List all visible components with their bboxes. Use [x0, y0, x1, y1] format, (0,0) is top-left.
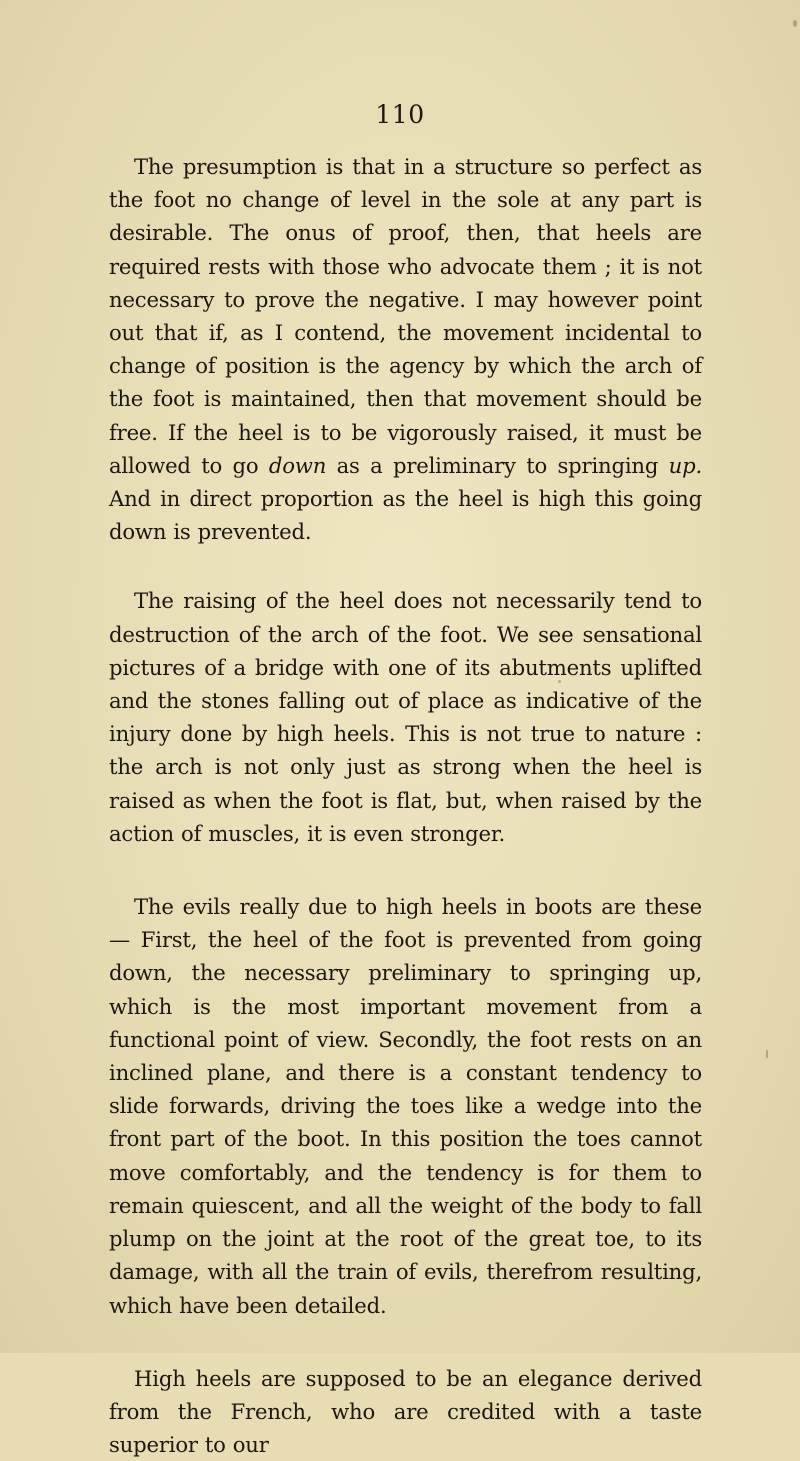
paragraph [109, 150, 702, 548]
page-body [109, 150, 702, 1461]
paragraph: High heels are supposed to be an elegance derived from the French, who are credited with a taste superior to our [109, 1365, 702, 1458]
paper-speck [793, 20, 797, 27]
paragraph: The raising of the heel does not necessarily tend to destruction of the arch of the foot. We see sensational pictures of a bridge with one of its abutments uplifted and the stones falling out of place as indicative of the injury done by high heels. This is not true to nature : the arch is not only just as strong when the heel is raised as when the foot is flat, but, when raised by the action of muscles, it is even stronger. [109, 588, 702, 846]
paper-speck [766, 1050, 768, 1058]
italic-word: up. [668, 452, 702, 478]
paragraph-text: And in direct proportion as the heel is high this going down is prevented. [109, 486, 702, 545]
page-number: 110 [375, 100, 425, 129]
paper-speck [558, 680, 561, 683]
paragraph-text: The presumption is that in a structure so perfect as the foot no change of level in the sole at any part is desirable. The onus of proof, then, that heels are required rests with those who advocate them ; it is not necessary to prove the negative. I may however point out that if, as I contend, the movement incidental to change of position is the agency by which the arch of the foot is maintained, then that movement should be free. If the heel is to be vigorously raised, it must be allowed to go [109, 154, 702, 478]
paragraph: The evils really due to high heels in boots are these— First, the heel of the foot is prevented from going down, the necessary preliminary to springing up, which is the most important movement from a functional point of view. Secondly, the foot rests on an inclined plane, and there is a constant tendency to slide forwards, driving the toes like a wedge into the front part of the boot. In this position the toes cannot move comfortably, and the tendency is for them to remain quiescent, and all the weight of the body to fall plump on the joint at the root of the great toe, to its damage, with all the train of evils, therefrom resulting, which have been detailed. [109, 894, 702, 1318]
paragraph-text: as a preliminary to springing [326, 452, 669, 478]
italic-word: down [268, 452, 327, 478]
